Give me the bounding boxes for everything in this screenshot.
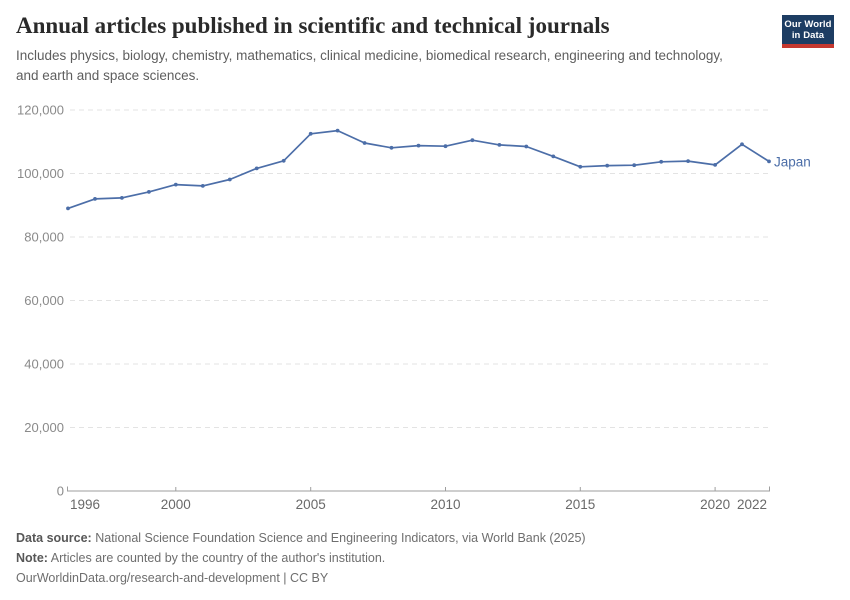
data-point [767,160,771,164]
data-source-line [16,528,836,548]
x-axis-label: 2000 [160,497,191,512]
chart-footer [16,528,836,588]
data-point [363,141,367,145]
data-point [524,145,528,149]
data-point [93,197,97,201]
note-text: Articles are counted by the country of the author's institution. [50,551,386,565]
y-axis-label: 120,000 [17,102,64,118]
data-point [417,144,421,148]
data-point [713,163,717,167]
y-axis-label: 60,000 [24,293,64,308]
data-point [551,155,555,159]
data-point [201,184,205,188]
data-point [444,144,448,148]
owid-logo-line1: Our World [784,18,832,30]
page-title: Annual articles published in scientific and technical journals [16,13,610,38]
series-end-label: Japan [774,154,811,170]
y-axis-label: 80,000 [24,229,64,245]
data-point [282,159,286,163]
chart-subtitle: Includes physics, biology, chemistry, mathematics, clinical medicine, biomedical research, engineering and technology, and earth and space sciences. [16,47,723,83]
data-point [471,138,475,142]
x-axis-label: 2020 [700,497,731,512]
x-axis-label: 2005 [295,497,326,512]
data-point [120,196,124,200]
owid-logo-line2: in Data [791,29,825,41]
data-point [578,165,582,169]
y-axis-label: 20,000 [24,420,64,435]
data-point [336,129,340,133]
data-point [686,159,690,163]
x-axis-label: 2010 [430,497,461,512]
data-point [605,164,609,168]
note-label: Note: [16,551,48,565]
y-axis-label: 40,000 [24,356,64,372]
data-point [174,183,178,187]
data-point [632,163,636,167]
data-point [659,160,663,164]
data-point [66,207,70,211]
license-line [16,568,836,588]
data-source-text: National Science Foundation Science and Engineering Indicators, via World Bank (2025) [95,531,586,545]
trend-line [68,131,769,209]
data-point [147,190,151,194]
data-point [740,142,744,146]
data-point [498,143,502,147]
y-axis-label: 0 [56,483,64,499]
x-axis-label: 2015 [565,497,596,512]
y-axis-label: 100,000 [17,166,64,181]
note-line [16,548,836,568]
owid-url-link[interactable]: OurWorldinData.org/research-and-development | CC BY [16,571,329,585]
data-point [228,178,232,182]
data-point [309,132,313,136]
x-axis-label: 2022 [736,497,768,512]
data-source-label: Data source: [16,531,92,545]
data-point [255,167,259,171]
x-axis-label: 1996 [69,497,101,512]
data-point [390,146,394,150]
